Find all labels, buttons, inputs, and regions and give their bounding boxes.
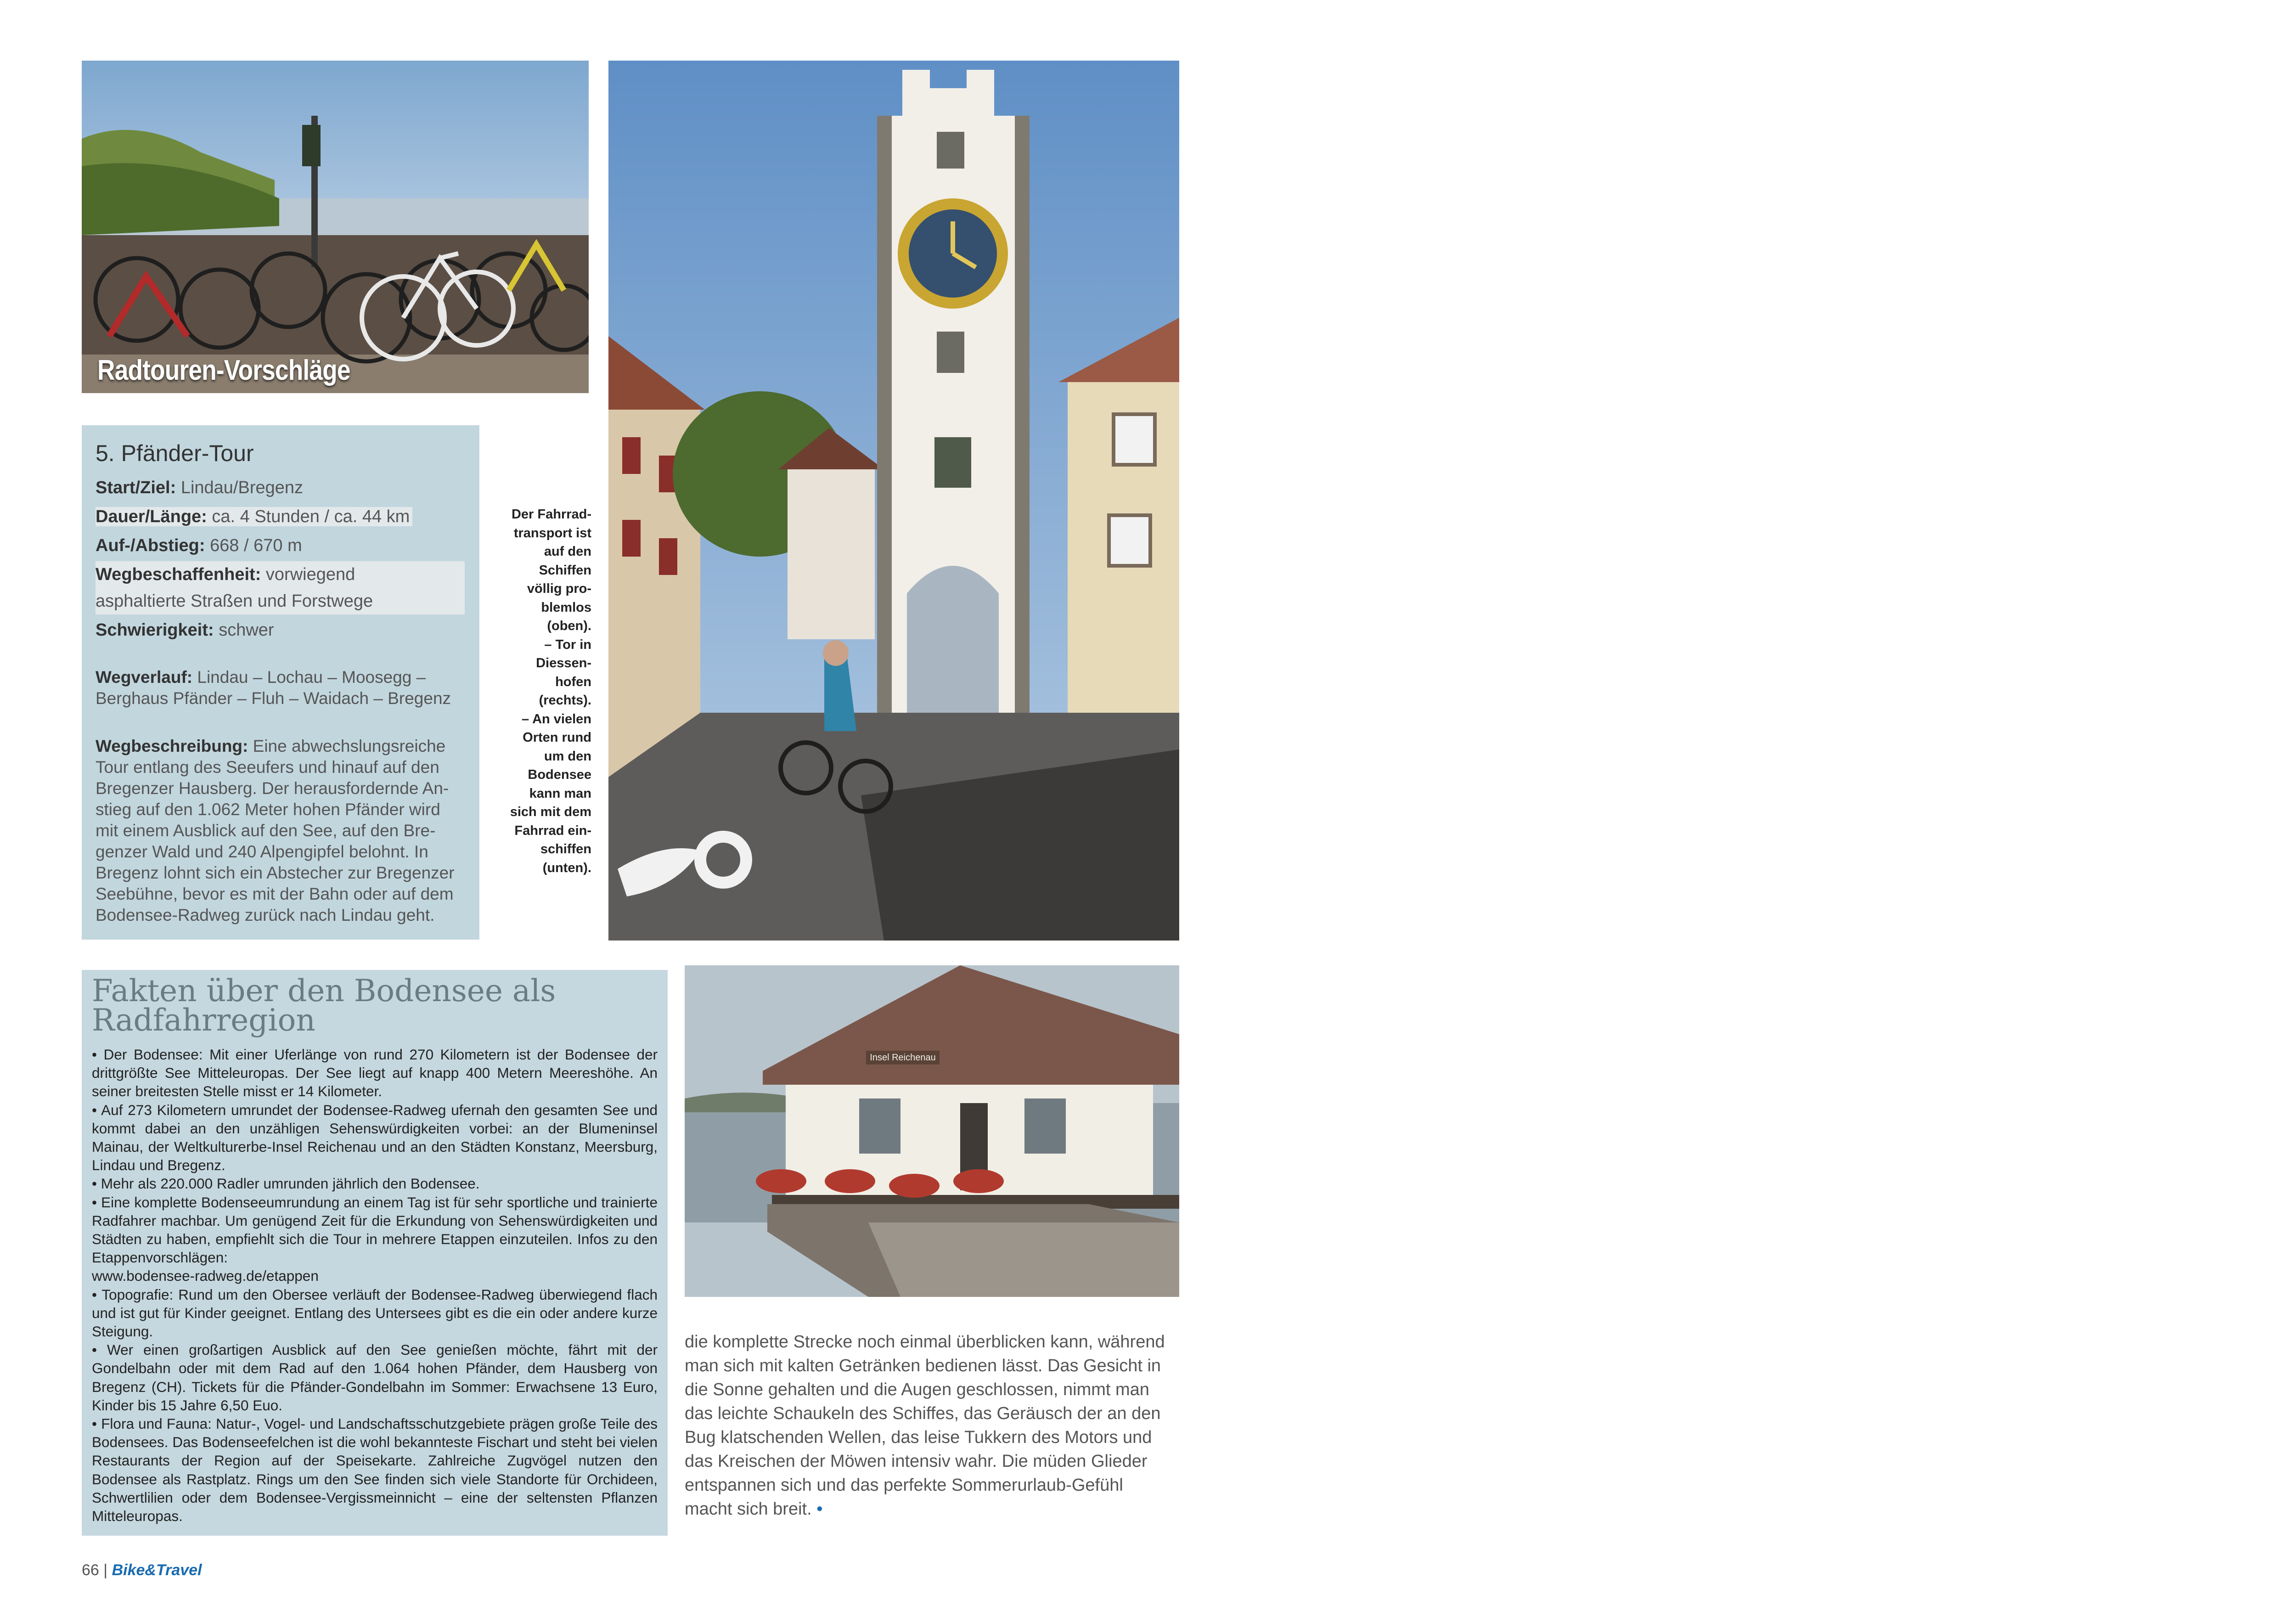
photo-gate-tower — [608, 61, 1179, 941]
facts-item: • Topografie: Rund um den Obersee verläuft der Bodensee-Radweg überwiegend flach und ist gut für Kinder geeignet. Entlang des Untersees gibt es die ein oder andere kurze Steigung. — [92, 1286, 658, 1340]
tour-description-line: Tour entlang des Seeufers und hinauf auf den — [96, 758, 439, 777]
facts-item: • Flora und Fauna: Natur-, Vogel- und Landschaftsschutzgebiete prägen große Teile des Bodensees. Das Bodenseefelchen ist die wohl bekannteste Fischart und steht bei vielen Restaurants der Region auf der Speisekarte. Zahlreiche Zugvögel nutzen den Bodensee als Rastplatz. Rings um den See finden sich viele Standorte für Orchideen, Schwertlilien oder dem Bodensee-Vergissmeinnicht – eine der seltensten Pflanzen Mitteleuropas. — [92, 1415, 658, 1525]
photo-overlay-title: Radtouren-Vorschläge — [97, 355, 350, 386]
body-line: entspannen sich und das perfekte Sommerurlaub-Gefühl — [685, 1476, 1123, 1495]
photo-ferry-station — [685, 965, 1179, 1297]
facts-title — [92, 973, 643, 1038]
facts-item: • Auf 273 Kilometern umrundet der Bodensee-Radweg ufernah den gesamten See und kommt dabei an den unzähligen Sehenswürdigkeiten vorbei: an der Blumeninsel Mainau, der Weltkulturerbe-Insel Reichenau und an den Städten Konstanz, Meersburg, Lindau und Bregenz. — [92, 1101, 658, 1174]
tour-description-line: Bregenz lohnt sich ein Abstecher zur Bregenzer — [96, 863, 455, 882]
facts-item: • Wer einen großartigen Ausblick auf den See genießen möchte, fährt mit der Gondelbahn oder mit dem Rad auf den 1.064 hohen Pfänder, dem Hausberg von Bregenz (CH). Tickets für die Pfänder-Gondelbahn im Sommer: Erwachsene 13 Euro, Kinder bis 15 Jahre 6,50 Euo. — [92, 1341, 658, 1414]
tour-row-value: ca. 4 Stunden / ca. 44 km — [212, 507, 410, 526]
tour-row-surface — [96, 561, 465, 614]
tour-route-line: Berghaus Pfänder – Fluh – Waidach – Bregenz — [96, 689, 451, 708]
tour-heading: 5. Pfänder-Tour — [96, 440, 254, 466]
tour-row-value-line2: asphaltierte Straßen und Forstwege — [96, 591, 373, 611]
tour-route-line: Lindau – Lochau – Moosegg – — [197, 668, 426, 687]
tour-description-line: mit einem Ausblick auf den See, auf den Bre- — [96, 821, 436, 840]
facts-title-line: Fakten über den Bodensee als — [92, 973, 556, 1008]
tour-description-line: Eine abwechslungsreiche — [253, 737, 446, 755]
tour-row-difficulty — [96, 618, 274, 642]
article-body-text — [685, 1330, 1190, 1521]
footer-separator: | — [103, 1561, 108, 1579]
body-line: das leichte Schaukeln des Schiffes, das Geräusch der an den — [685, 1404, 1161, 1423]
body-line: macht sich breit. — [685, 1499, 812, 1519]
tour-row-label: Schwierigkeit: — [96, 620, 214, 640]
tour-description-line: Seebühne, bevor es mit der Bahn oder auf dem — [96, 884, 454, 903]
tour-row-value: 668 / 670 m — [210, 536, 302, 555]
body-line: das Kreischen der Möwen intensiv wahr. Die müden Glieder — [685, 1452, 1148, 1471]
facts-url: www.bodensee-radweg.de/etappen — [92, 1267, 319, 1284]
tour-row-label: Auf-/Abstieg: — [96, 536, 205, 555]
photo-caption: Der Fahrrad- transport ist auf den Schiffen völlig pro- blemlos (oben). – Tor in Diessen- hofen (rechts). – An vielen Orten rund um den Bodensee kann man sich mit dem Fahrrad ein- schiffen (unten). — [510, 507, 591, 875]
bikes-ferry-illustration — [82, 61, 589, 393]
tour-row-value: Lindau/Bregenz — [180, 478, 304, 497]
end-mark-icon: • — [816, 1499, 823, 1519]
tour-description-line: Bregenzer Hausberg. Der herausfordernde An- — [96, 779, 449, 798]
tour-route-label: Wegverlauf: — [96, 668, 193, 687]
tour-description-line: Bodensee-Radweg zurück nach Lindau geht. — [96, 906, 435, 924]
tour-description — [96, 736, 463, 926]
tour-description-label: Wegbeschreibung: — [96, 737, 248, 755]
brand-logo: Bike&Travel — [112, 1561, 202, 1579]
facts-body — [92, 1045, 658, 1525]
body-line: die komplette Strecke noch einmal überblicken kann, während — [685, 1332, 1165, 1352]
page-number: 66 — [82, 1561, 99, 1579]
tour-row-label: Dauer/Länge: — [96, 507, 207, 526]
photo-bikes-on-ferry — [82, 61, 589, 393]
facts-item: • Mehr als 220.000 Radler umrunden jährlich den Bodensee. — [92, 1175, 480, 1192]
facts-item: • Der Bodensee: Mit einer Uferlänge von rund 270 Kilometern ist der Bodensee der drittgrößte See Mitteleuropas. Der See liegt auf knapp 400 Metern Meereshöhe. An seiner breitesten Stelle misst er 14 Kilometer. — [92, 1046, 658, 1100]
tour-row-value: schwer — [219, 620, 274, 640]
page-footer — [82, 1561, 202, 1579]
tour-row-label: Wegbeschaffenheit: — [96, 565, 261, 584]
facts-box — [82, 970, 668, 1536]
tour-row-duration — [96, 505, 412, 529]
body-line: Bug klatschenden Wellen, das leise Tukkern des Motors und — [685, 1428, 1152, 1447]
tour-route — [96, 667, 463, 709]
station-sign-text: Insel Reichenau — [870, 1053, 936, 1063]
facts-title-line: Radfahrregion — [92, 1003, 315, 1038]
tour-row-start — [96, 476, 303, 500]
tour-row-value: vorwiegend — [265, 565, 355, 584]
gate-tower-illustration — [608, 61, 1179, 941]
body-line: die Sonne gehalten und die Augen geschlossen, nimmt man — [685, 1380, 1149, 1399]
facts-item: • Eine komplette Bodenseeumrundung an einem Tag ist für sehr sportliche und trainierte Radfahrer machbar. Um genügend Zeit für die Erkundung von Sehenswürdigkeiten und Städten zu haben, empfiehlt sich die Tour in mehrere Etappen einzuteilen. Infos zu den Etappenvorschlägen: — [92, 1194, 658, 1266]
tour-description-line: stieg auf den 1.062 Meter hohen Pfänder wird — [96, 800, 440, 819]
body-line: man sich mit kalten Getränken bedienen lässt. Das Gesicht in — [685, 1356, 1161, 1375]
tour-info-box — [82, 425, 479, 940]
tour-description-line: genzer Wald und 240 Alpengipfel belohnt. In — [96, 842, 428, 861]
tour-row-elevation — [96, 534, 302, 558]
tour-row-label: Start/Ziel: — [96, 478, 176, 497]
ferry-station-illustration — [685, 965, 1179, 1297]
